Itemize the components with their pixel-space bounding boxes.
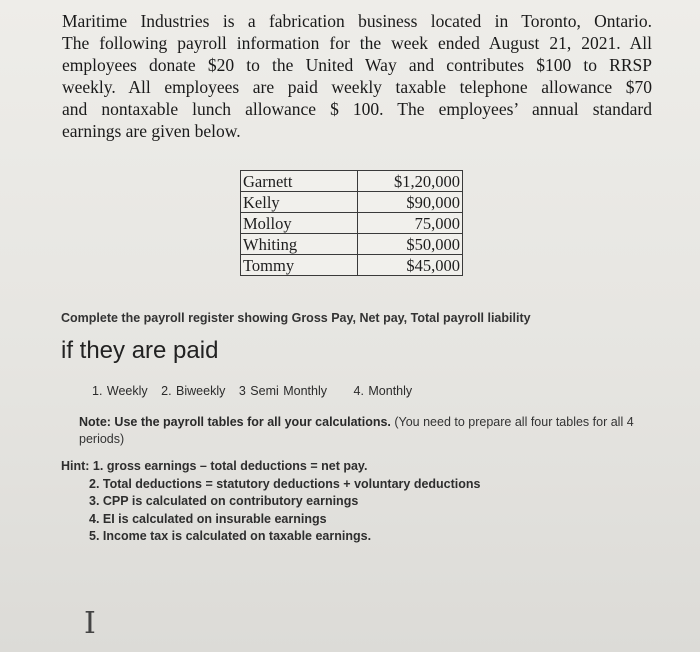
earnings-table: [240, 170, 463, 276]
employee-earnings: $45,000: [358, 255, 463, 276]
hint-item: Hint: 1. gross earnings – total deductions = net pay.: [61, 459, 368, 473]
table-row: [241, 213, 463, 234]
note-rest: (You need to prepare all four tables for all 4 periods): [79, 415, 634, 446]
employee-name: Molloy: [241, 213, 358, 234]
intro-line: and nontaxable lunch allowance $ 100. The employees’ annual standard: [62, 99, 652, 119]
employee-name: Whiting: [241, 234, 358, 255]
text-cursor-icon: I: [84, 606, 96, 641]
instruction-text: Complete the payroll register showing Gross Pay, Net pay, Total payroll liability: [61, 311, 531, 325]
intro-line: earnings are given below.: [62, 121, 241, 141]
intro-paragraph: [62, 10, 652, 142]
hints-list: [61, 458, 621, 546]
intro-line: The following payroll information for the week ended August 21, 2021. All: [62, 33, 652, 53]
table-row: [241, 171, 463, 192]
employee-earnings: $90,000: [358, 192, 463, 213]
employee-name: Tommy: [241, 255, 358, 276]
intro-line: Maritime Industries is a fabrication business located in Toronto, Ontario.: [62, 11, 652, 31]
intro-line: weekly. All employees are paid weekly taxable telephone allowance $70: [62, 77, 652, 97]
table-row: [241, 234, 463, 255]
hint-item: 2. Total deductions = statutory deductions + voluntary deductions: [89, 476, 481, 491]
hint-item: 4. EI is calculated on insurable earnings: [89, 511, 327, 526]
note-bold: Note: Use the payroll tables for all your calculations.: [79, 415, 391, 429]
employee-earnings: $50,000: [358, 234, 463, 255]
hint-item: 3. CPP is calculated on contributory earnings: [89, 494, 359, 508]
employee-name: Kelly: [241, 192, 358, 213]
table-row: [241, 255, 463, 276]
intro-line: employees donate $20 to the United Way and contributes $100 to RRSP: [62, 55, 652, 75]
employee-earnings: $1,20,000: [358, 171, 463, 192]
table-row: [241, 192, 463, 213]
employee-name: Garnett: [241, 171, 358, 192]
period-item: 4. Monthly: [353, 384, 413, 398]
note-text: [79, 414, 639, 448]
period-item: 1. Weekly: [92, 384, 148, 398]
employee-earnings: 75,000: [358, 213, 463, 234]
period-item: 2. Biweekly: [161, 384, 226, 398]
hint-item: 5. Income tax is calculated on taxable earnings.: [89, 529, 372, 543]
heading-text: if they are paid: [61, 337, 219, 364]
pay-periods-list: [92, 384, 421, 398]
period-item: 3 Semi Monthly: [238, 384, 328, 398]
